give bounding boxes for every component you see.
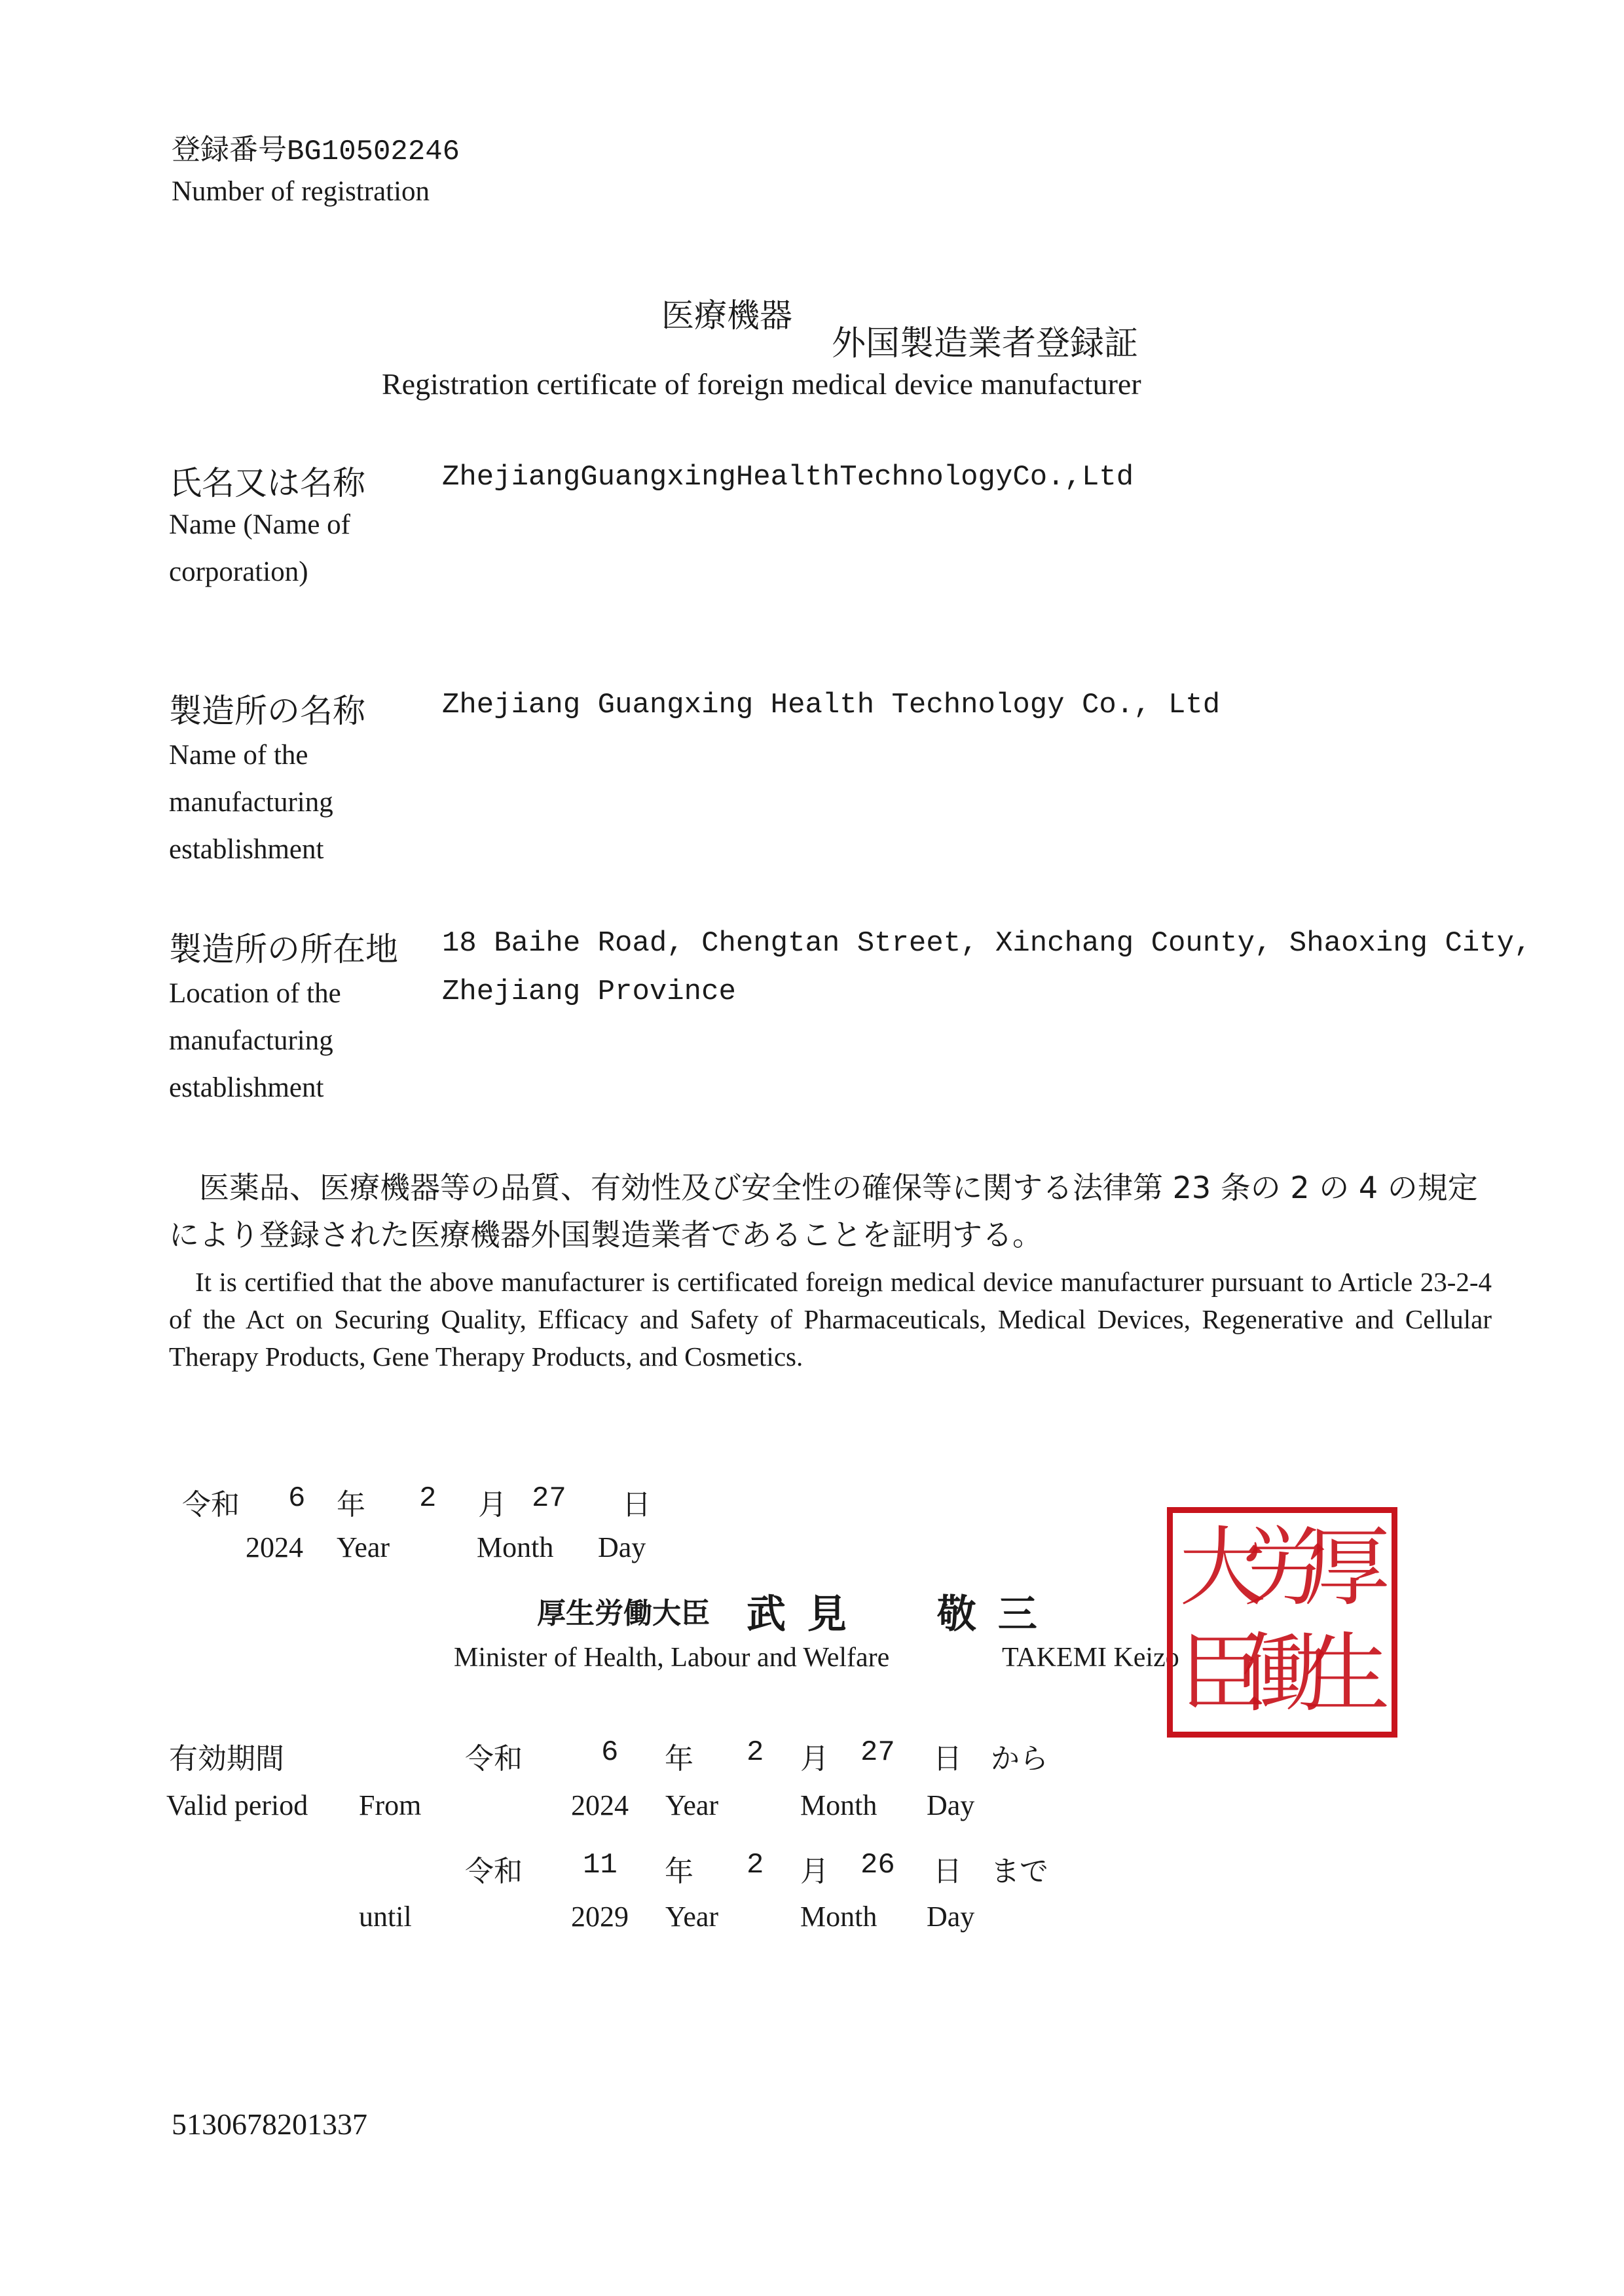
- from-month-jp: 月: [800, 1742, 829, 1776]
- until-month-jp: 月: [800, 1855, 829, 1888]
- certification-en: It is certified that the above manufacturer is certificated foreign medical device manufacturer pursuant to Article 23-2-4 of the Act on Securing Quality, Efficacy and Safety of Pharmaceuticals, Medical Devices, Regenerative and Cellular Therapy Products, Gene Therapy Products, and Cosmetics.: [169, 1267, 1492, 1372]
- valid-period-label-en: Valid period: [166, 1789, 308, 1821]
- from-era-year: 6: [601, 1736, 619, 1769]
- document-title: Registration certificate of foreign medical device manufacturer: [382, 367, 1141, 401]
- signatory-name-en: TAKEMI Keizo: [1002, 1643, 1179, 1673]
- name-value: ZhejiangGuangxingHealthTechnologyCo.,Ltd: [442, 461, 1134, 494]
- until-month: 2: [747, 1849, 764, 1882]
- from-month: 2: [747, 1736, 764, 1769]
- from-suffix: から: [991, 1742, 1048, 1776]
- signatory-title-jp: 厚生労働大臣: [537, 1597, 710, 1630]
- until-suffix: まで: [991, 1855, 1048, 1888]
- issue-month-jp: 月: [478, 1488, 507, 1522]
- location-label-jp: 製造所の所在地: [169, 930, 398, 968]
- title-jp-line1: 医療機器: [661, 297, 792, 335]
- issue-day-en: Day: [598, 1531, 646, 1563]
- registration-label-jp: 登録番号: [172, 133, 287, 166]
- from-day-en: Day: [927, 1789, 975, 1821]
- name-label-en: Name (Name of corporation): [169, 509, 350, 587]
- until-era: 令和: [465, 1855, 523, 1888]
- until-year-en: Year: [665, 1901, 719, 1933]
- from-year-en: Year: [665, 1789, 719, 1821]
- from-month-en: Month: [800, 1789, 877, 1821]
- title-jp-line2: 外国製造業者登録証: [832, 324, 1139, 363]
- issue-month-en: Month: [477, 1531, 554, 1563]
- location-value-line2: Zhejiang Province: [442, 975, 736, 1008]
- until-month-en: Month: [800, 1901, 877, 1933]
- issue-day: 27: [532, 1482, 566, 1515]
- issue-year: 2024: [246, 1531, 303, 1563]
- issue-month: 2: [419, 1482, 437, 1515]
- document-code: 5130678201337: [172, 2107, 367, 2141]
- signatory-name-jp: 武 見 敬 三: [747, 1592, 1041, 1637]
- registration-number-line: [172, 126, 460, 168]
- name-label-jp: 氏名又は名称: [169, 464, 365, 502]
- until-era-year: 11: [583, 1849, 618, 1882]
- registration-label-en: Number of registration: [172, 176, 430, 207]
- valid-from-label: From: [359, 1789, 422, 1821]
- issue-era: 令和: [182, 1488, 240, 1522]
- from-year-jp: 年: [665, 1742, 693, 1776]
- valid-period-label-jp: 有効期間: [169, 1742, 284, 1776]
- location-value-line1: 18 Baihe Road, Chengtan Street, Xinchang County, Shaoxing City,: [442, 927, 1532, 960]
- establishment-label-en: Name of the manufacturing establishment: [169, 740, 333, 865]
- issue-year-en: Year: [337, 1531, 390, 1563]
- from-year: 2024: [571, 1789, 629, 1821]
- signatory-title-en: Minister of Health, Labour and Welfare: [454, 1643, 890, 1673]
- issue-era-year: 6: [288, 1482, 306, 1515]
- until-day: 26: [860, 1849, 895, 1882]
- location-label-en: Location of the manufacturing establishment: [169, 978, 341, 1103]
- issue-year-jp: 年: [337, 1488, 365, 1522]
- from-era: 令和: [465, 1742, 523, 1776]
- official-seal: 厚 生 労 働 大 臣: [1167, 1507, 1397, 1738]
- until-day-en: Day: [927, 1901, 975, 1933]
- until-year-jp: 年: [665, 1855, 693, 1888]
- establishment-value: Zhejiang Guangxing Health Technology Co., Ltd: [442, 689, 1221, 721]
- from-day-jp: 日: [933, 1742, 962, 1776]
- issue-day-jp: 日: [622, 1488, 651, 1522]
- registration-number: BG10502246: [287, 136, 460, 168]
- certification-jp: 医薬品、医療機器等の品質、有効性及び安全性の確保等に関する法律第 23 条の 2 の 4 の規定により登録された医療機器外国製造業者であることを証明する。: [169, 1170, 1478, 1252]
- from-day: 27: [860, 1736, 895, 1769]
- until-year: 2029: [571, 1901, 629, 1933]
- valid-until-label: until: [359, 1901, 412, 1933]
- establishment-label-jp: 製造所の名称: [169, 692, 365, 730]
- until-day-jp: 日: [933, 1855, 962, 1888]
